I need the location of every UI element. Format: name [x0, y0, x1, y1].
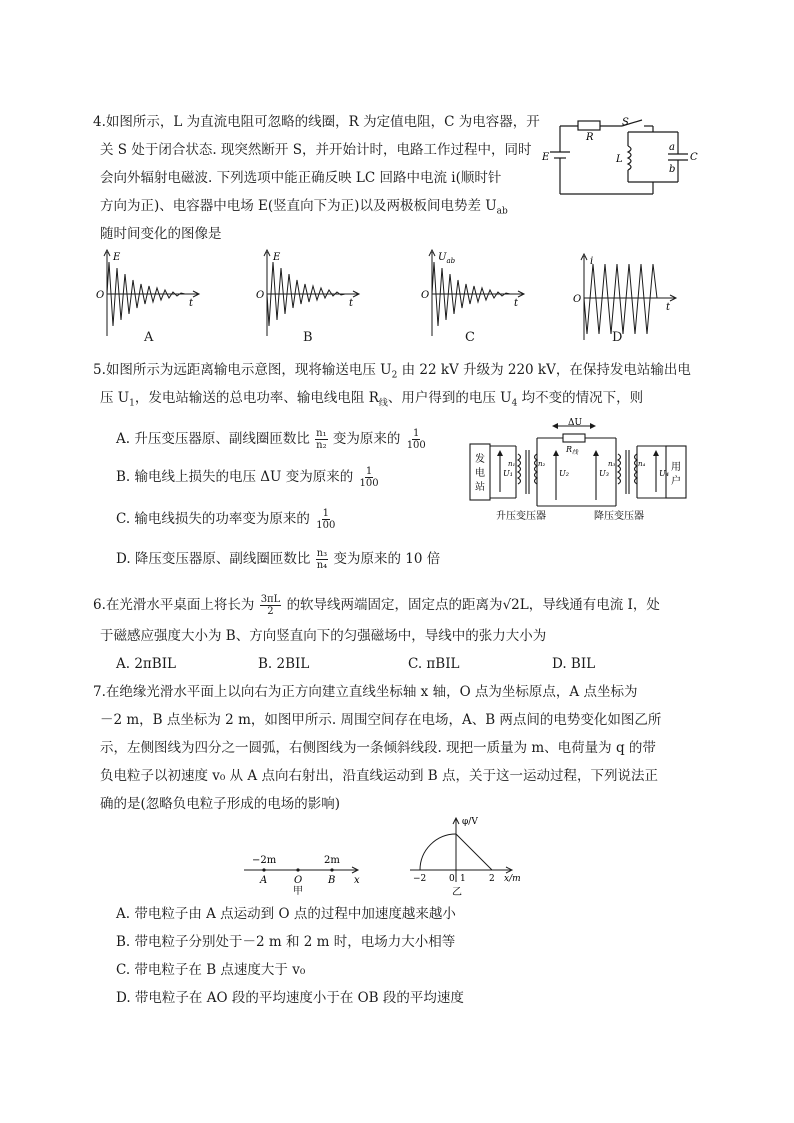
q6-option-D: D. BIL: [552, 656, 596, 672]
graph-D-ylabel: i: [590, 256, 594, 267]
q5-option-A-frac-den: 100: [406, 440, 426, 451]
q7-line-2: －2 m，B 点坐标为 2 m，如图甲所示. 周围空间存在电场，A、B 两点间的电势变化如图乙所: [100, 712, 662, 728]
q5-option-C-text: C. 输电线损失的功率变为原来的: [116, 511, 310, 527]
q7-option-B: B. 带电粒子分别处于－2 m 和 2 m 时，电场力大小相等: [116, 934, 456, 950]
q6-line-1-c: L，导线通有电流 I，处: [519, 597, 660, 613]
yi-tick-neg2: −2: [413, 874, 427, 884]
q5-option-A: [116, 428, 428, 451]
q6-option-C: C. πBIL: [408, 656, 460, 672]
diagram-r-line: [565, 445, 579, 456]
q5-line-1-a: 5.如图所示为远距离输电示意图，现将输送电压 U: [93, 362, 392, 378]
jia-label-A: A: [260, 875, 268, 886]
graph-A-xlabel: t: [189, 298, 194, 309]
circuit-label-S: S: [622, 117, 629, 128]
diagram-u3: U₃: [599, 469, 609, 478]
q6-option-B: B. 2BIL: [258, 656, 310, 672]
q5-option-C-frac-num: 1: [322, 508, 329, 519]
q5-option-A-frac-num: 1: [413, 428, 420, 439]
q5-line-2-c: 、用户得到的电压 U: [387, 390, 512, 406]
circuit-label-E: E: [542, 152, 550, 163]
q5-option-A-ratio: [315, 428, 327, 451]
circuit-label-a: a: [669, 142, 675, 153]
q7-line-5: 确的是(忽略负电粒子形成的电场的影响): [100, 796, 341, 812]
q7-option-D: D. 带电粒子在 AO 段的平均速度小于在 OB 段的平均速度: [116, 990, 464, 1006]
q5-option-A-mid: 变为原来的: [332, 431, 401, 447]
graph-C-origin: O: [421, 290, 430, 301]
q5-option-B-text: B. 输电线上损失的电压 ΔU 变为原来的: [116, 469, 354, 485]
graph-B-xlabel: t: [349, 298, 354, 309]
q5-option-B-frac-den: 100: [359, 478, 379, 489]
q7-line-4: 负电粒子以初速度 v₀ 从 A 点向右射出，沿直线运动到 B 点，关于这一运动过程，下列说法正: [100, 768, 658, 784]
graph-D-curve: [584, 264, 657, 334]
power-transmission-diagram: [466, 416, 694, 524]
q5-option-D-ratio: [316, 548, 328, 571]
jia-label-2m: 2m: [324, 855, 340, 866]
circuit-label-L: L: [616, 154, 623, 165]
yi-tick-2: 2: [489, 874, 495, 884]
q5-option-A-frac: [406, 428, 427, 451]
q7-line-3: 示，左侧图线为四分之一圆弧，右侧图线为一条倾斜线段. 现把一质量为 m、电荷量为 q 的带: [100, 740, 656, 756]
q5-option-D-text: D. 降压变压器原、副线圈匝数比: [116, 551, 311, 567]
graph-C-ylabel-text: U: [438, 252, 447, 263]
diagram-r-line-sub: 线: [572, 449, 579, 456]
diagram-station-2: 电: [475, 468, 485, 479]
q5-option-C-frac-den: 100: [316, 520, 336, 531]
diagram-step-up-label: 升压变压器: [496, 511, 546, 522]
graph-C-xlabel: t: [514, 298, 519, 309]
q5-option-B-frac: [359, 466, 380, 489]
q4-line-1: 4.如图所示，L 为直流电阻可忽略的线圈，R 为定值电阻，C 为电容器，开: [93, 114, 540, 130]
lc-circuit-diagram: [538, 116, 700, 202]
q7-option-C: C. 带电粒子在 B 点速度大于 v₀: [116, 962, 306, 978]
yi-tick-0: 0: [449, 874, 455, 884]
q6-length-frac-num: 3πL: [260, 594, 281, 605]
q5-option-D-ratio-den: n₄: [316, 560, 328, 571]
diagram-u2: U₂: [559, 469, 569, 478]
q4-caption-A: A: [144, 330, 154, 345]
q6-length-frac-den: 2: [267, 606, 274, 617]
q5-option-A-ratio-num: n₁: [316, 428, 327, 439]
yi-line-segment: [456, 834, 492, 870]
q6-length-frac: [260, 594, 282, 617]
q5-option-D-ratio-num: n₃: [316, 548, 328, 559]
q5-option-D-post: 变为原来的 10 倍: [333, 551, 441, 567]
graph-B-ylabel: E: [273, 252, 281, 263]
q7-line-1: 7.在绝缘光滑水平面上以向右为正方向建立直线坐标轴 x 轴，O 点为坐标原点，A 点坐标为: [93, 684, 638, 700]
q5-line-2-sub1: 1: [129, 398, 135, 409]
q4-graph-B: [255, 248, 365, 340]
q5-option-D: [116, 548, 440, 571]
q7-figure-jia: [240, 848, 370, 896]
graph-D-origin: O: [573, 294, 582, 305]
q4-line-5: 随时间变化的图像是: [100, 226, 222, 242]
circuit-label-C: C: [690, 152, 698, 163]
jia-label-neg2m: −2m: [252, 855, 277, 866]
diagram-station-1: 发: [475, 454, 485, 465]
q5-line-1-b: 由 22 kV 升级为 220 kV，在保持发电站输出电: [397, 362, 691, 378]
q6-sqrt: √2: [502, 597, 520, 613]
q5-line-2-sub2: 线: [378, 398, 388, 409]
q5-line-2-sub3: 4: [511, 398, 518, 409]
q5-line-2: [100, 388, 643, 414]
q4-graph-C: [420, 248, 530, 340]
graph-B-origin: O: [256, 290, 265, 301]
q4-line-4-text: 方向为正)、电容器中电场 E(竖直向下为正)以及两极板间电势差 U: [100, 198, 497, 214]
diagram-u1: U₁: [503, 469, 513, 478]
graph-C-ylabel-sub: ab: [446, 257, 456, 265]
q5-option-A-ratio-den: n₂: [316, 440, 327, 451]
q7-option-A: A. 带电粒子由 A 点运动到 O 点的过程中加速度越来越小: [116, 906, 456, 922]
yi-arc-curve: [420, 834, 456, 870]
q4-line-4: [100, 196, 508, 222]
q5-line-1: [93, 360, 691, 386]
diagram-n1: n₁: [508, 460, 516, 468]
q6-line-1-b: 的软导线两端固定，固定点的距离为: [286, 597, 503, 613]
q5-option-C: [116, 508, 337, 531]
q5-line-2-a: 压 U: [100, 390, 130, 406]
q6-line-1-a: 6.在光滑水平桌面上将长为: [93, 597, 255, 613]
graph-C-ylabel: [438, 252, 456, 265]
diagram-n4: n₄: [638, 460, 646, 468]
diagram-step-down-label: 降压变压器: [594, 511, 644, 522]
q4-caption-B: B: [303, 330, 313, 345]
q5-option-B: [116, 466, 381, 489]
q5-option-B-frac-num: 1: [365, 466, 373, 477]
graph-A-origin: O: [96, 290, 105, 301]
yi-caption: 乙: [452, 887, 462, 898]
q5-option-C-frac: [315, 508, 336, 531]
q5-line-2-d: 均不变的情况下，则: [517, 390, 644, 406]
q7-figure-yi: [400, 812, 530, 898]
diagram-n3: n₃: [608, 460, 616, 468]
graph-D-xlabel: t: [666, 302, 671, 313]
diagram-delta-u: ΔU: [568, 418, 583, 428]
diagram-station-3: 站: [475, 482, 485, 493]
jia-caption: 甲: [293, 886, 303, 896]
yi-ylabel: φ/V: [462, 817, 478, 827]
q4-line-2: 关 S 处于闭合状态. 现突然断开 S，并开始计时，电路工作过程中，同时: [100, 142, 532, 158]
circuit-label-R: R: [586, 132, 594, 143]
jia-label-O: O: [294, 875, 303, 886]
yi-xlabel: x/m: [504, 874, 521, 884]
q4-line-3: 会向外辐射电磁波. 下列选项中能正确反映 LC 回路中电流 i(顺时针: [100, 170, 502, 186]
q4-graph-A: [95, 248, 205, 340]
q5-line-2-b: ，发电站输送的总电功率、输电线电阻 R: [134, 390, 379, 406]
diagram-n2: n₂: [538, 460, 546, 468]
diagram-u4: U₄: [659, 469, 669, 478]
jia-label-B: B: [328, 875, 336, 886]
circuit-label-b: b: [669, 164, 676, 175]
q5-option-A-text: A. 升压变压器原、副线圈匝数比: [116, 431, 310, 447]
q4-caption-D: D: [612, 330, 623, 345]
q6-line-2: 于磁感应强度大小为 B、方向竖直向下的匀强磁场中，导线中的张力大小为: [100, 628, 547, 644]
diagram-user-1: 用: [671, 462, 681, 473]
diagram-user-2: 户: [671, 476, 681, 487]
q4-uab-sub: ab: [496, 206, 508, 217]
diagram-r-line-text: R: [566, 445, 573, 454]
q5-line-1-sub: 2: [391, 370, 398, 381]
jia-label-x: x: [354, 875, 360, 886]
q4-graph-D: [572, 252, 682, 344]
q6-line-1: [93, 594, 660, 617]
q6-option-A: A. 2πBIL: [116, 656, 177, 672]
q4-caption-C: C: [465, 330, 475, 345]
graph-A-ylabel: E: [113, 252, 121, 263]
yi-tick-1: 1: [460, 874, 466, 884]
